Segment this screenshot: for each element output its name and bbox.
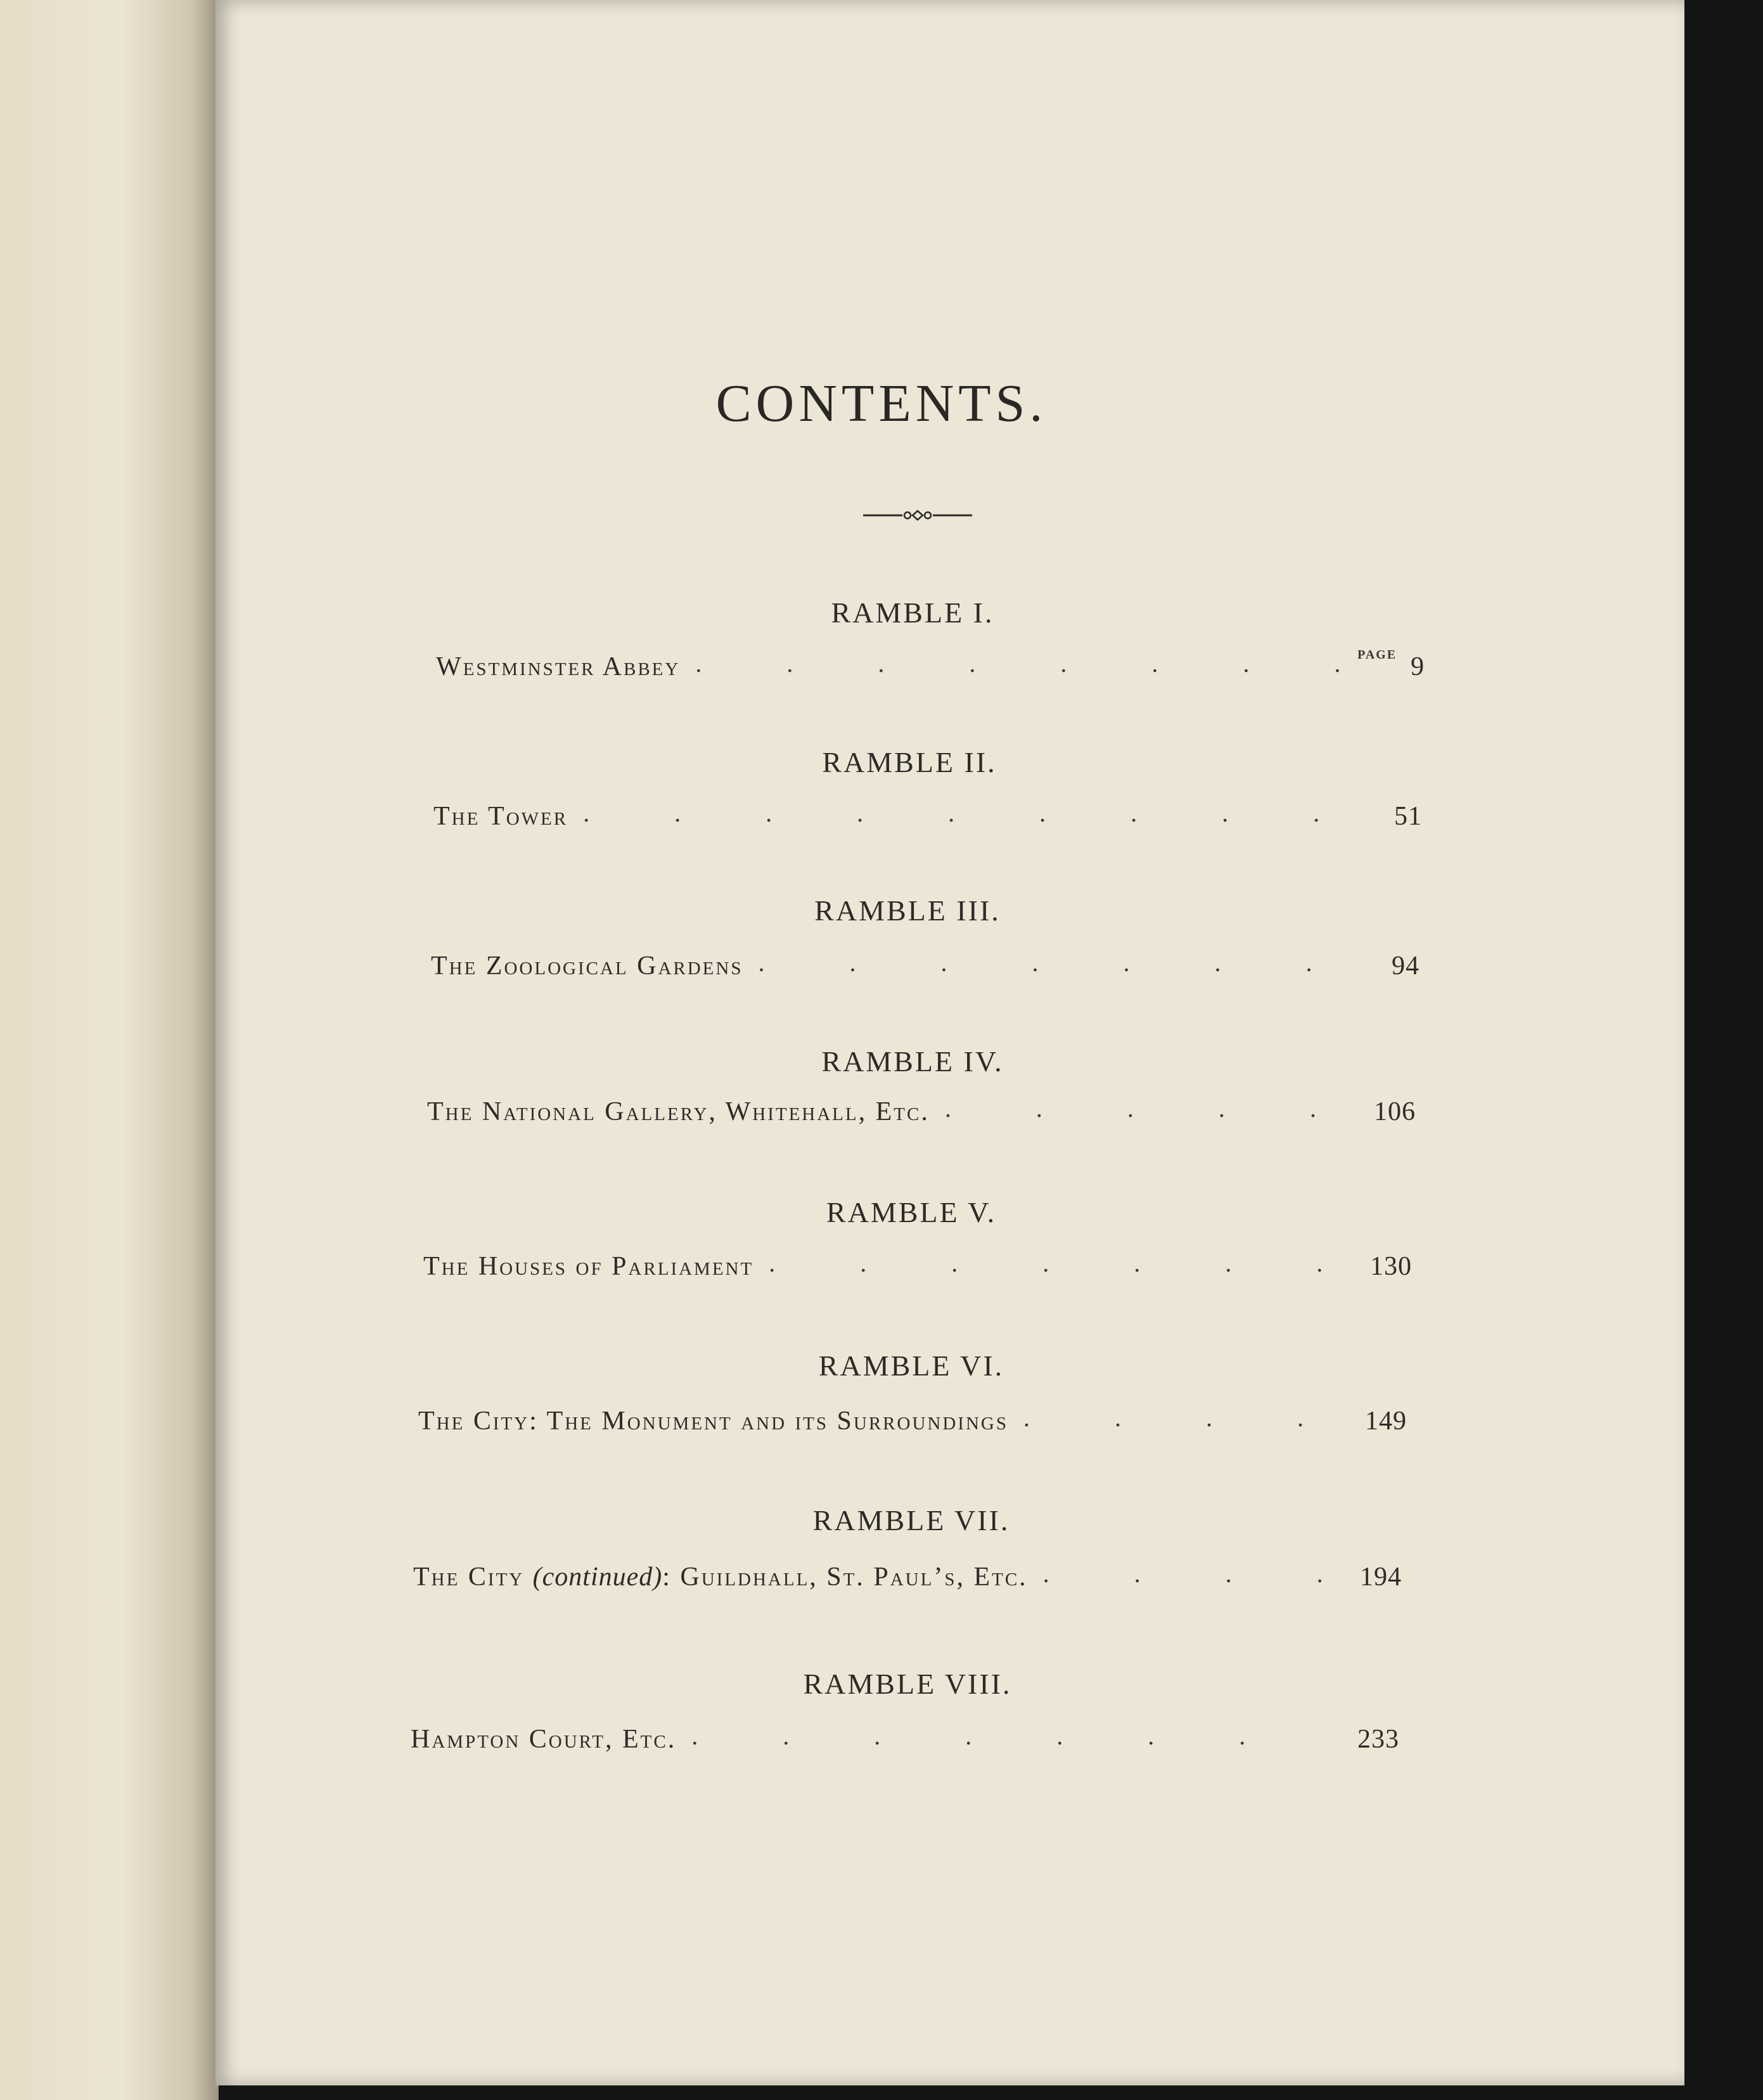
entry-page-number: 51 [1394,802,1422,831]
ramble-heading: RAMBLE V. [826,1196,997,1228]
entry-label-italic: (continued) [532,1562,663,1592]
entry-page-number: 130 [1370,1252,1412,1281]
contents-entry[interactable] [427,1089,1416,1127]
dot-leader [945,1093,1349,1123]
dot-leader [583,798,1369,828]
contents-entry[interactable] [431,943,1420,981]
entry-label-part: : Guildhall, St. Paul’s, Etc. [662,1562,1028,1592]
contents-entry[interactable] [433,794,1422,832]
contents-entry[interactable] [411,1717,1399,1755]
entry-label: Hampton Court, Etc. [411,1725,677,1754]
contents-entry[interactable] [418,1398,1407,1436]
contents-entry[interactable] [436,644,1425,682]
entry-page-number: 149 [1365,1407,1407,1436]
entry-page-number: 194 [1360,1562,1402,1592]
entry-page-number: 106 [1374,1097,1416,1126]
entry-label: The National Gallery, Whitehall, Etc. [427,1097,930,1126]
entry-page-number: 9 [1411,652,1425,681]
dot-leader [1023,1403,1340,1433]
ramble-heading: RAMBLE I. [831,596,994,629]
ramble-heading: RAMBLE VI. [818,1350,1004,1382]
page-title: CONTENTS. [715,374,1048,433]
entry-label: Westminster Abbey [436,652,681,681]
entry-label-part: The City [413,1562,533,1592]
ornament-divider [863,507,972,524]
ramble-heading: RAMBLE VII. [812,1504,1010,1536]
entry-label: The City: The Monument and its Surroundings [418,1407,1008,1436]
ramble-heading: RAMBLE II. [822,746,997,778]
contents-entry[interactable] [413,1554,1402,1592]
left-page [0,0,219,2100]
dot-leader [1043,1559,1335,1588]
page-column-label: PAGE [1357,648,1397,662]
ramble-heading: RAMBLE III. [814,894,1001,927]
dot-leader [769,1248,1345,1278]
entry-page-number: 94 [1392,951,1420,981]
contents-page [215,0,1684,2085]
dot-leader [691,1721,1332,1751]
ramble-heading: RAMBLE IV. [821,1045,1004,1078]
entry-label [413,1562,1028,1592]
ramble-heading: RAMBLE VIII. [803,1668,1012,1700]
entry-page-number: 233 [1357,1725,1399,1754]
entry-label: The Zoological Gardens [431,951,743,981]
dot-leader [695,648,1385,678]
entry-label: The Houses of Parliament [423,1252,754,1281]
contents-entry[interactable] [423,1244,1412,1282]
dot-leader [758,948,1366,977]
entry-label: The Tower [433,802,568,831]
